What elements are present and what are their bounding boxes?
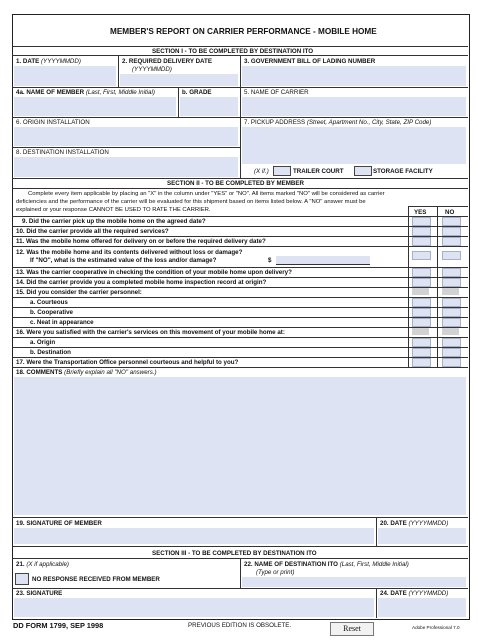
q10-yes-checkbox[interactable] (412, 227, 431, 236)
trailer-court-label: TRAILER COURT (293, 168, 344, 175)
carrier-name-field[interactable] (242, 97, 466, 116)
divider (240, 55, 241, 87)
obsolete-notice: PREVIOUS EDITION IS OBSOLETE. (188, 622, 292, 629)
comments-label: 18. COMMENTS (Briefly explain all "NO" answers.) (16, 369, 157, 376)
member-date-label: 20. DATE (YYYYMMDD) (380, 520, 449, 527)
divider (12, 357, 468, 358)
member-signature-field[interactable] (14, 528, 374, 544)
grade-field[interactable] (180, 97, 238, 116)
carrier-name-label: 5. NAME OF CARRIER (244, 89, 309, 96)
q15-yes-shaded (412, 288, 429, 295)
loss-value-field[interactable] (276, 256, 370, 265)
divider (12, 147, 240, 148)
question-10: 10. Did the carrier provide all the required services? (16, 228, 169, 235)
no-response-checkbox[interactable] (15, 573, 29, 585)
question-11: 11. Was the mobile home offered for delivery on or before the required delivery date? (16, 238, 266, 245)
divider (12, 277, 468, 278)
date-field[interactable] (14, 66, 116, 86)
ito-signature-field[interactable] (14, 598, 374, 617)
ito-date-field[interactable] (378, 598, 466, 617)
question-17: 17. Were the Transportation Office personnel courteous and helpful to you? (16, 359, 239, 366)
q9-yes-checkbox[interactable] (412, 217, 431, 226)
destination-installation-field[interactable] (14, 157, 238, 177)
q16a-yes-checkbox[interactable] (412, 338, 431, 347)
divider (12, 287, 468, 288)
q15c-no-checkbox[interactable] (442, 318, 461, 327)
pickup-address-label: 7. PICKUP ADDRESS (Street, Apartment No., City, State, ZIP Code) (244, 119, 432, 126)
yes-column-header: YES (414, 209, 427, 216)
divider (408, 206, 468, 207)
q15c-yes-checkbox[interactable] (412, 318, 431, 327)
destination-ito-name-field[interactable] (242, 577, 466, 587)
divider (12, 347, 468, 348)
section3-header: SECTION III - TO BE COMPLETED BY DESTINATION ITO (152, 550, 317, 557)
q11-no-checkbox[interactable] (442, 237, 461, 246)
q17-yes-checkbox[interactable] (412, 358, 431, 367)
ito-signature-label: 23. SIGNATURE (16, 590, 63, 597)
required-delivery-date-hint: (YYYYMMDD) (132, 66, 172, 73)
divider (12, 267, 468, 268)
divider (12, 216, 468, 217)
ito-date-label: 24. DATE (YYYYMMDD) (380, 590, 449, 597)
divider (12, 178, 468, 179)
destination-ito-name-label: 22. NAME OF DESTINATION ITO (Last, First, Middle Initial) (244, 561, 409, 568)
x-if-hint: (X if.) (254, 168, 269, 175)
instructions-line: explained or your response CANNOT BE USED TO RATE THE CARRIER. (16, 207, 211, 213)
question-15b: b. Cooperative (30, 309, 73, 316)
question-13: 13. Was the carrier cooperative in checking the condition of your mobile home upon delivery? (16, 269, 292, 276)
question-16: 16. Were you satisfied with the carrier's services on this movement of your mobile home at: (16, 329, 285, 336)
destination-installation-label: 8. DESTINATION INSTALLATION (16, 149, 109, 156)
divider (118, 55, 119, 87)
q16-yes-shaded (412, 328, 429, 335)
member-date-field[interactable] (378, 528, 466, 544)
section2-header: SECTION II - TO BE COMPLETED BY MEMBER (167, 180, 304, 187)
instructions-line: deficiencies and the performance of the carrier will be evaluated for this shipment based on items listed below. A "NO" answer must be (16, 199, 366, 205)
divider (376, 517, 377, 546)
required-delivery-date-field[interactable] (120, 74, 238, 86)
q16b-no-checkbox[interactable] (442, 348, 461, 357)
trailer-court-checkbox[interactable] (273, 166, 291, 176)
q16a-no-checkbox[interactable] (442, 338, 461, 347)
origin-installation-field[interactable] (14, 127, 238, 146)
divider (12, 307, 468, 308)
q13-yes-checkbox[interactable] (412, 268, 431, 277)
q12-no-checkbox[interactable] (442, 251, 461, 260)
divider (12, 188, 468, 189)
question-16a: a. Origin (30, 339, 56, 346)
instructions-line: Complete every item applicable by placing an "X" in the column under "YES" or "NO". All items marked "NO" will be considered as carrier (28, 191, 385, 197)
question-9: 9. Did the carrier pick up the mobile home on the agreed date? (22, 218, 206, 225)
member-name-label: 4a. NAME OF MEMBER (Last, First, Middle Initial) (16, 89, 155, 96)
date-label: 1. DATE (YYYYMMDD) (16, 58, 81, 65)
q11-yes-checkbox[interactable] (412, 237, 431, 246)
question-15a: a. Courteous (30, 299, 68, 306)
q17-no-checkbox[interactable] (442, 358, 461, 367)
q15b-no-checkbox[interactable] (442, 308, 461, 317)
no-response-label: NO RESPONSE RECEIVED FROM MEMBER (32, 576, 160, 583)
question-14: 14. Did the carrier provide you a completed mobile home inspection record at origin? (16, 279, 267, 286)
question-15: 15. Did you consider the carrier personnel: (16, 289, 142, 296)
question-16b: b. Destination (30, 349, 71, 356)
grade-label: b. GRADE (182, 89, 212, 96)
divider (12, 236, 468, 237)
q9-no-checkbox[interactable] (442, 217, 461, 226)
dollar-sign: $ (268, 257, 272, 264)
divider (376, 588, 377, 618)
origin-installation-label: 6. ORIGIN INSTALLATION (16, 119, 90, 126)
q16b-yes-checkbox[interactable] (412, 348, 431, 357)
member-name-field[interactable] (14, 97, 176, 116)
question-12-sub: If "NO", what is the estimated value of the loss and/or damage? (30, 257, 217, 264)
q15b-yes-checkbox[interactable] (412, 308, 431, 317)
form-id: DD FORM 1799, SEP 1998 (13, 621, 104, 630)
q15-no-shaded (442, 288, 459, 295)
divider (12, 337, 468, 338)
divider (12, 327, 468, 328)
q14-yes-checkbox[interactable] (412, 278, 431, 287)
divider (12, 546, 468, 547)
divider (12, 367, 468, 368)
divider (12, 517, 468, 518)
form-title: MEMBER'S REPORT ON CARRIER PERFORMANCE - MOBILE HOME (110, 27, 377, 36)
q12-yes-checkbox[interactable] (412, 251, 431, 260)
no-column-header: NO (445, 209, 455, 216)
question-15c: c. Neat in appearance (30, 319, 94, 326)
divider (12, 246, 468, 247)
gbl-number-label: 3. GOVERNMENT BILL OF LADING NUMBER (244, 58, 376, 65)
destination-ito-name-hint: (Type or print) (256, 569, 295, 576)
required-delivery-date-label: 2. REQUIRED DELIVERY DATE (122, 58, 212, 65)
pickup-address-field[interactable] (242, 127, 466, 164)
member-signature-label: 19. SIGNATURE OF MEMBER (16, 520, 102, 527)
storage-facility-label: STORAGE FACILITY (373, 168, 433, 175)
divider (240, 87, 241, 117)
divider (240, 558, 241, 588)
divider (12, 226, 468, 227)
q13-no-checkbox[interactable] (442, 268, 461, 277)
divider (12, 46, 468, 47)
reset-button[interactable]: Reset (330, 622, 374, 636)
divider (12, 588, 468, 589)
software-note: Adobe Professional 7.0 (412, 625, 460, 630)
divider (12, 317, 468, 318)
divider (12, 297, 468, 298)
comments-field[interactable] (14, 377, 466, 515)
divider (240, 117, 241, 178)
q15a-yes-checkbox[interactable] (412, 298, 431, 307)
q15a-no-checkbox[interactable] (442, 298, 461, 307)
question-12: 12. Was the mobile home and its contents delivered without loss or damage? (16, 249, 243, 256)
q10-no-checkbox[interactable] (442, 227, 461, 236)
section1-header: SECTION I - TO BE COMPLETED BY DESTINATION ITO (152, 48, 314, 55)
q16-no-shaded (442, 328, 459, 335)
gbl-number-field[interactable] (242, 66, 466, 86)
q14-no-checkbox[interactable] (442, 278, 461, 287)
storage-facility-checkbox[interactable] (354, 166, 372, 176)
item-21-label: 21. (X if applicable) (16, 561, 69, 568)
divider (178, 87, 179, 117)
